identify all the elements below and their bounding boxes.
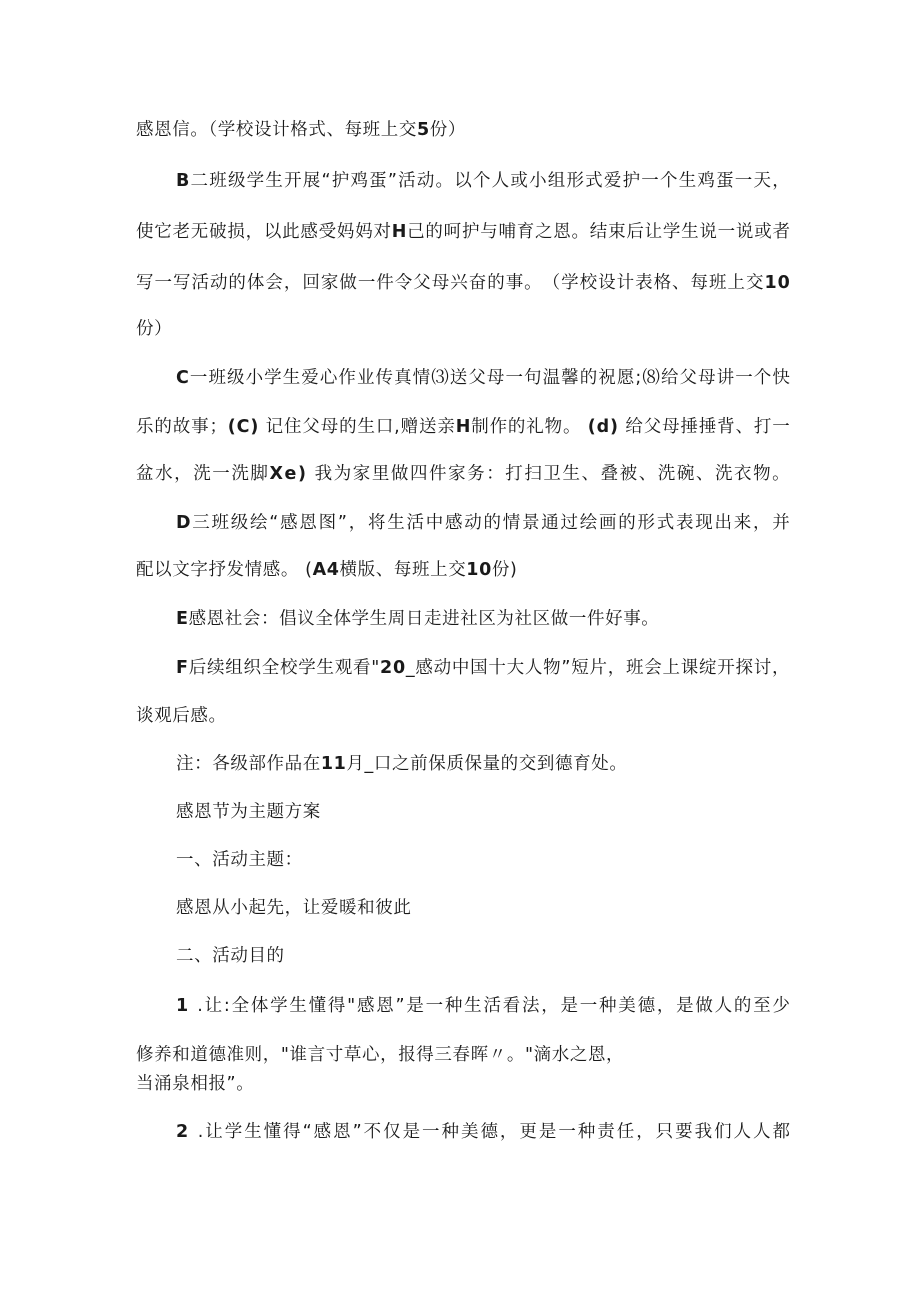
text-line: 感恩从小起先，让爱暖和彼此: [176, 898, 412, 918]
text-line: 修养和道德准则，"谁言寸草心，报得三春晖〃。"滴水之恩，: [136, 1045, 625, 1065]
text-line: 写 一 写 活 动 的 体 会 ， 回 家 做 一 件 令 父 母 兴 奋 的 事 。 （ 学 校 设 计 表 格 、 每 班 上 交 1 0: [136, 273, 790, 293]
note-line: 注：各级部作品在11月_口之前保质保量的交到德育处。: [176, 754, 628, 774]
paragraph-d-line: D 三 班 级 绘 “ 感 恩 图 ” ， 将 生 活 中 感 动 的 情 景 通 过 绘 画 的 形 式 表 现 出 来 ， 并: [176, 513, 790, 533]
text-line: 感恩信。（学校设计格式、每班上交5份）: [136, 120, 466, 140]
paragraph-e-line: E感恩社会：倡议全体学生周日走进社区为社区做一件好事。: [176, 609, 660, 629]
text-line: 谈观后感。: [136, 706, 227, 726]
paragraph-c-line: C 一 班 级 小 学 生 爱 心 作 业 传 真 情 ⑶ 送 父 母 一 句 温 馨 的 祝 愿 ; ⑻ 给 父 母 讲 一 个 快: [176, 368, 790, 388]
text-line: 当涌泉相报”。: [136, 1074, 255, 1094]
text-line: 使 它 老 无 破 损 ， 以 此 感 受 妈 妈 对 H 己 的 呵 护 与 哺 育 之 恩 。 结 束 后 让 学 生 说 一 说 或 者: [136, 222, 790, 242]
text-line: 配以文字抒发情感。 (A4横版、每班上交10份): [136, 560, 518, 580]
section-title: 感恩节为主题方案: [176, 802, 321, 822]
text-line: 份）: [136, 319, 173, 339]
text-line: 乐 的 故 事 ； ( C ) 记 住 父 母 的 生 口 , 赠 送 亲 H 制 作 的 礼 物 。 ( d ) 给 父 母 捶 捶 背 、 打 一: [136, 417, 790, 437]
section-heading: 一、活动主题：: [176, 850, 303, 870]
section-heading: 二、活动目的: [176, 946, 285, 966]
list-item-2-line: 2 . 让 学 生 懂 得 “ 感 恩 ” 不 仅 是 一 种 美 德 ， 更 是 一 种 责 任 ， 只 要 我 们 人 人 都: [176, 1122, 790, 1142]
paragraph-f-line: F 后 续 组 织 全 校 学 生 观 看 " 2 0 _ 感 动 中 国 十 大 人 物 ” 短 片 ， 班 会 上 课 绽 开 探 讨 ，: [176, 658, 790, 678]
paragraph-b-line: B 二 班 级 学 生 开 展 “ 护 鸡 蛋 ” 活 动 。 以 个 人 或 小 组 形 式 爱 护 一 个 生 鸡 蛋 一 天 ，: [176, 171, 790, 191]
list-item-1-line: 1 . 让 : 全 体 学 生 懂 得 " 感 恩 ” 是 一 种 生 活 看 法 ， 是 一 种 美 德 ， 是 做 人 的 至 少: [176, 996, 790, 1016]
text-line: 盆 水 ， 洗 一 洗 脚 X e ) 我 为 家 里 做 四 件 家 务 ： 打 扫 卫 生 、 叠 被 、 洗 碗 、 洗 衣 物 。: [136, 464, 790, 484]
